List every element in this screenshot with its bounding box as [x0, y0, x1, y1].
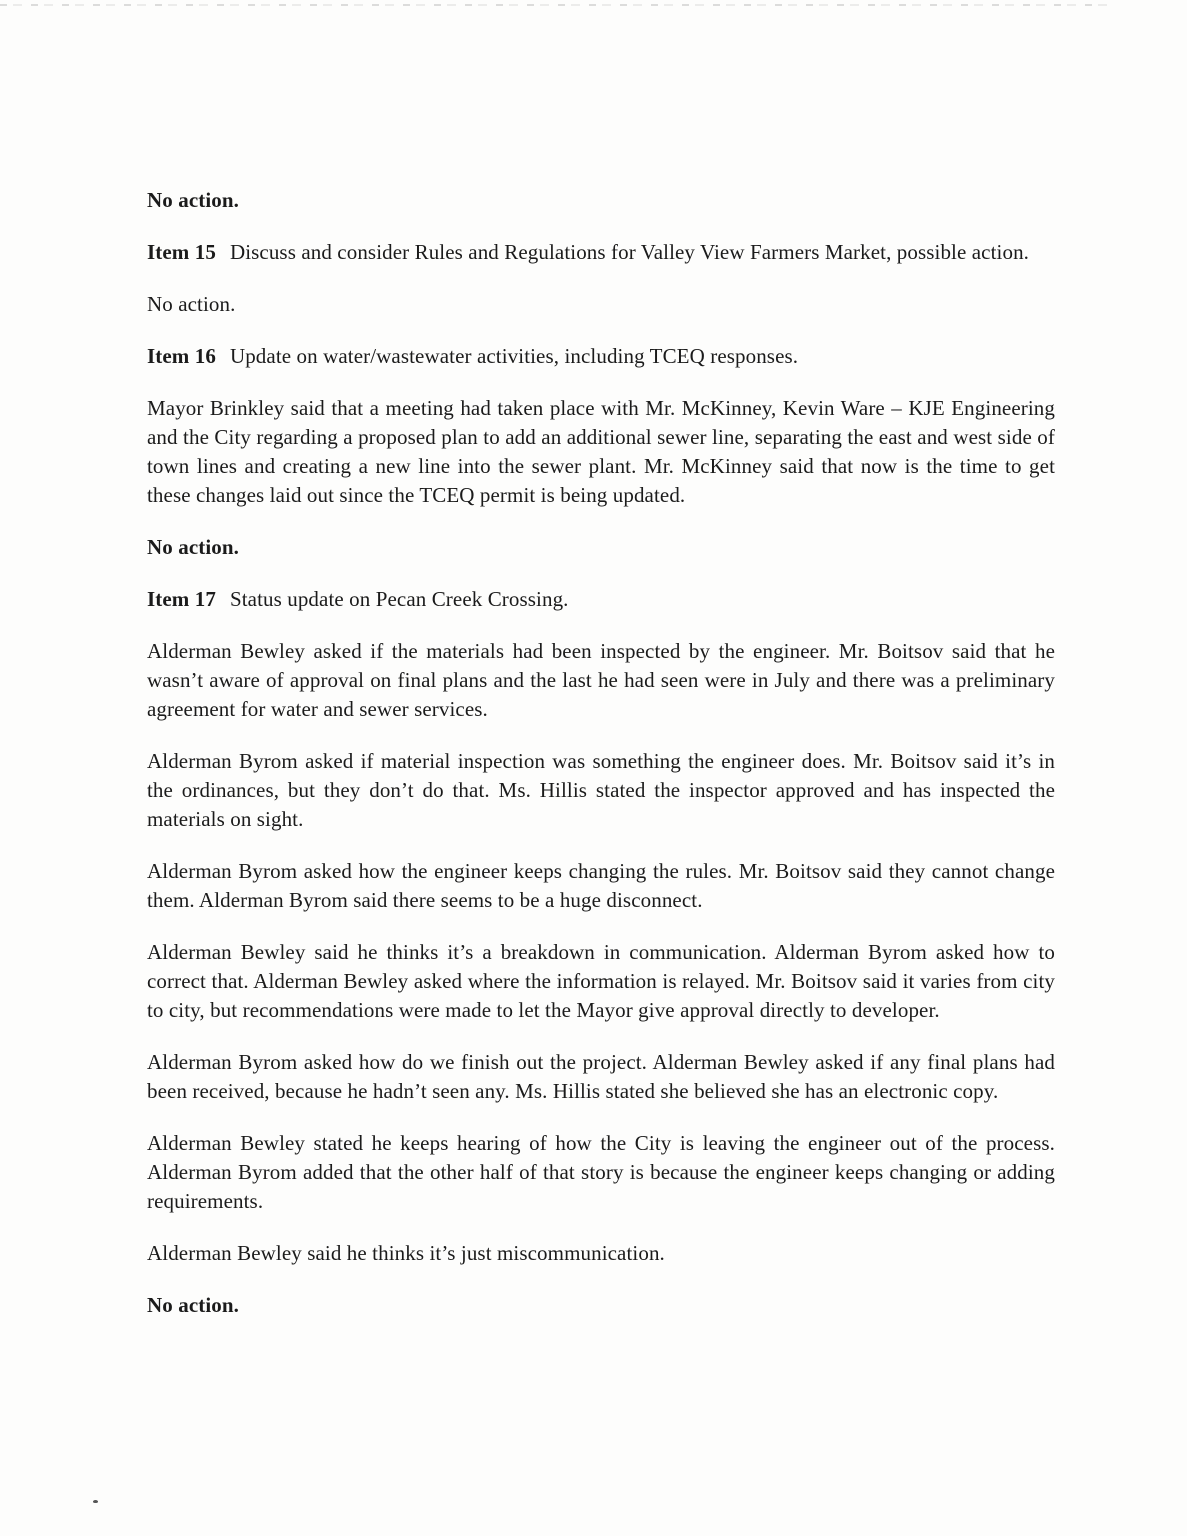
- item-15-heading: [147, 238, 1055, 267]
- paragraph-mayor-brinkley-sewer: Mayor Brinkley said that a meeting had taken place with Mr. McKinney, Kevin Ware – KJE Engineering and the City regarding a proposed plan to add an additional sewer line, separating the east and west side of town lines and creating a new line into the sewer plant. Mr. McKinney said that now is the time to get these changes laid out since the TCEQ permit is being updated.: [147, 396, 1055, 507]
- item-17-text: Status update on Pecan Creek Crossing.: [229, 587, 569, 611]
- item-17-heading: [147, 585, 1055, 614]
- item-15-label: Item 15: [147, 240, 216, 264]
- no-action-statement: No action.: [147, 1293, 239, 1317]
- item-16-label: Item 16: [147, 344, 216, 368]
- paragraph-bewley-breakdown-communication: Alderman Bewley said he thinks it’s a breakdown in communication. Alderman Byrom asked how to correct that. Alderman Bewley asked where the information is relayed. Mr. Boitsov said it varies from city to city, but recommendations were made to let the Mayor give approval directly to developer.: [147, 940, 1055, 1022]
- item-16-heading: [147, 342, 1055, 371]
- paragraph-byrom-finish-project: Alderman Byrom asked how do we finish out the project. Alderman Bewley asked if any final plans had been received, because he hadn’t seen any. Ms. Hillis stated she believed she has an electronic copy.: [147, 1050, 1055, 1103]
- scan-speck-artifact: [93, 1500, 98, 1503]
- item-15-text: Discuss and consider Rules and Regulations for Valley View Farmers Market, possible action.: [229, 240, 1030, 264]
- no-action-statement: No action.: [147, 535, 239, 559]
- paragraph-bewley-materials-inspected: Alderman Bewley asked if the materials had been inspected by the engineer. Mr. Boitsov said that he wasn’t aware of approval on final plans and the last he had seen were in July and there was a preliminary agreement for water and sewer services.: [147, 639, 1055, 721]
- no-action-statement: No action.: [147, 188, 239, 212]
- paragraph-byrom-changing-rules: Alderman Byrom asked how the engineer keeps changing the rules. Mr. Boitsov said they cannot change them. Alderman Byrom said there seems to be a huge disconnect.: [147, 859, 1055, 912]
- paragraph-bewley-miscommunication: Alderman Bewley said he thinks it’s just miscommunication.: [147, 1241, 665, 1265]
- item-16-text: Update on water/wastewater activities, including TCEQ responses.: [229, 344, 799, 368]
- item-17-label: Item 17: [147, 587, 216, 611]
- paragraph-bewley-keeps-hearing: Alderman Bewley stated he keeps hearing of how the City is leaving the engineer out of the process. Alderman Byrom added that the other half of that story is because the engineer keeps changing or adding requirements.: [147, 1131, 1055, 1213]
- document-text-block: [147, 186, 1055, 1343]
- paragraph-byrom-material-inspection: Alderman Byrom asked if material inspection was something the engineer does. Mr. Boitsov said it’s in the ordinances, but they don’t do that. Ms. Hillis stated the inspector approved and has inspected the materials on sight.: [147, 749, 1055, 831]
- no-action-statement: No action.: [147, 292, 236, 316]
- scan-noise-artifact: [0, 4, 1110, 6]
